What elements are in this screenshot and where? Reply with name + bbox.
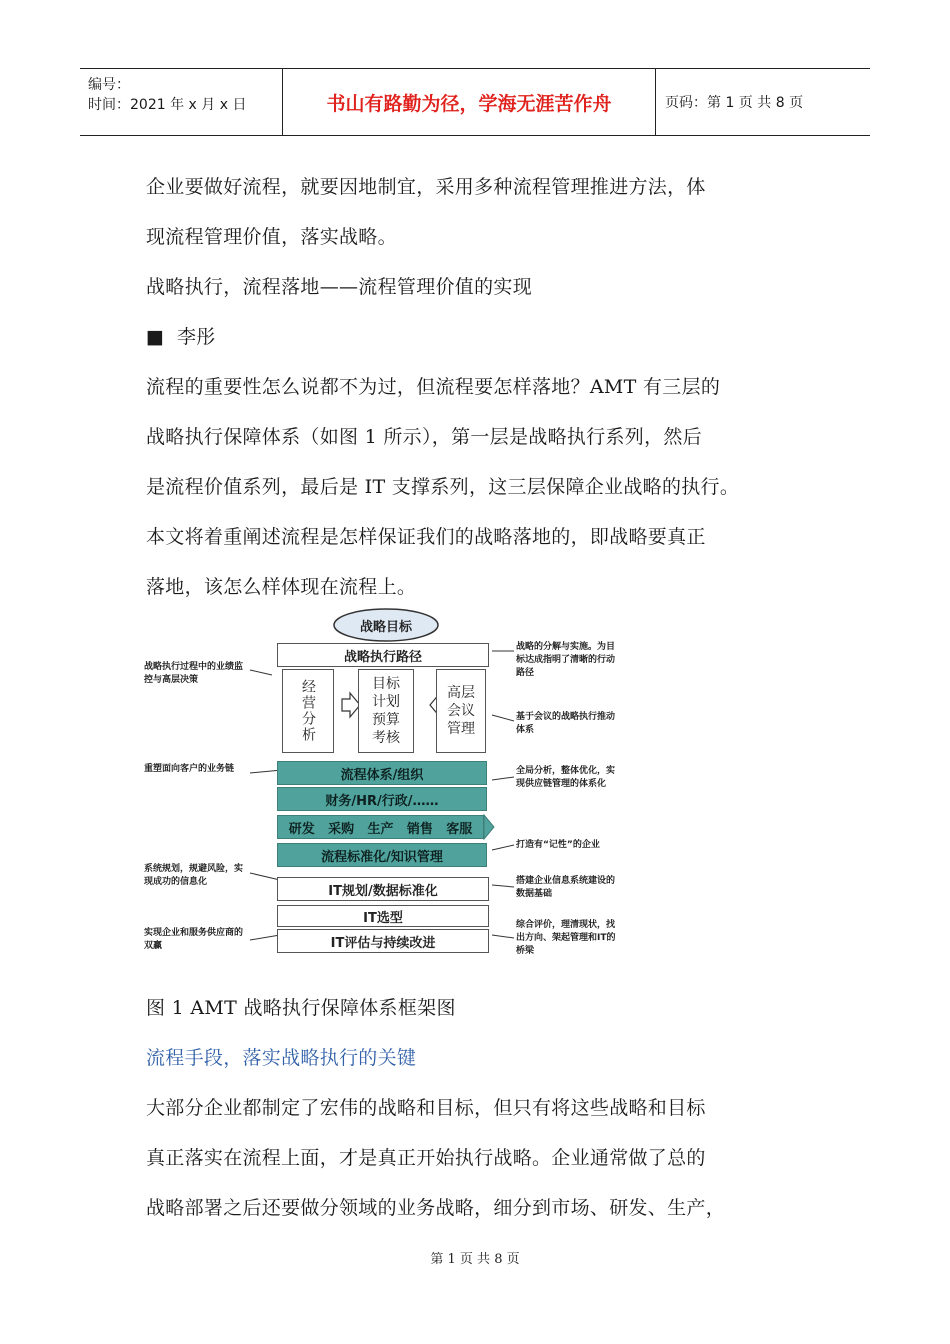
left-note-4: 实现企业和服务供应商的双赢: [144, 928, 244, 951]
author-line: [146, 322, 216, 349]
figure-caption: 图 1 AMT 战略执行保障体系框架图: [146, 997, 456, 1019]
right-note-6: 综合评价，理清现状，找出方向、架起管理和IT的桥梁: [516, 920, 616, 956]
op-rnd: 研发: [288, 821, 315, 837]
left-note-1: 战略执行过程中的业绩监控与高层决策: [144, 662, 244, 685]
goal-label: 战略目标: [359, 619, 412, 635]
doc-time-label: 时间：2021 年 x 月 x 日: [88, 97, 247, 113]
right-note-4: 打造有“记性”的企业: [516, 840, 600, 850]
amt-framework-figure: [142, 605, 624, 957]
op-purchase: 采购: [328, 821, 355, 837]
exec-meeting-box: [436, 669, 486, 753]
paragraph-2-line-5: 落地，该怎么样体现在流程上。: [146, 576, 417, 598]
paragraph-3-line-2: 真正落实在流程上面，才是真正开始执行战略。企业通常做了总的: [146, 1147, 706, 1169]
right-note-2: 基于会议的战略执行推动体系: [516, 712, 616, 735]
paragraph-2-line-4: 本文将着重阐述流程是怎样保证我们的战略落地的，即战略要真正: [146, 526, 706, 548]
left-note-2: 重塑面向客户的业务链: [144, 764, 235, 774]
paragraph-2-line-3: 是流程价值系列，最后是 IT 支撑系列，这三层保障企业战略的执行。: [146, 476, 740, 498]
process-system-bar: 流程体系/组织: [277, 761, 487, 785]
right-note-3: 全局分析，整体优化，实现供应链管理的体系化: [516, 766, 616, 789]
paragraph-3-line-1: 大部分企业都制定了宏伟的战略和目标，但只有将这些战略和目标: [146, 1097, 706, 1119]
target-plan-box: [358, 669, 414, 753]
it-selection-bar: IT选型: [277, 905, 489, 927]
paragraph-1-line-2: 现流程管理价值，落实战略。: [146, 226, 397, 248]
page-footer: 第 1 页 共 8 页: [430, 1252, 520, 1267]
paragraph-2-line-2: 战略执行保障体系（如图 1 所示），第一层是战略执行系列，然后: [146, 426, 702, 448]
paragraph-1-line-1: 企业要做好流程，就要因地制宜，采用多种流程管理推进方法，体: [146, 176, 706, 198]
paragraph-2-line-1: 流程的重要性怎么说都不为过，但流程要怎样落地？AMT 有三层的: [146, 376, 721, 398]
it-planning-bar: IT规划/数据标准化: [277, 877, 489, 901]
article-title: 战略执行，流程落地——流程管理价值的实现: [146, 276, 533, 298]
left-note-3: 系统规划，规避风险，实现成功的信息化: [144, 864, 244, 887]
section-heading: 流程手段，落实战略执行的关键: [146, 1047, 417, 1069]
teal-arrow-tip: [484, 815, 494, 839]
strategy-path-box: 战略执行路径: [277, 643, 489, 667]
op-service: 客服: [446, 821, 473, 837]
header-motto: 书山有路勤为径，学海无涯苦作舟: [283, 69, 656, 135]
header-page-code: 页码：第 1 页 共 8 页: [665, 95, 804, 111]
right-note-1: 战略的分解与实施。为目标达成指明了清晰的行动路径: [516, 642, 616, 678]
author-name: 李彤: [176, 326, 216, 348]
col2-line-2: 计划: [372, 694, 400, 710]
op-production: 生产: [367, 821, 394, 837]
col2-line-3: 预算: [372, 712, 400, 728]
page-header: [80, 68, 870, 136]
col2-line-1: 目标: [372, 676, 400, 692]
col3-line-1: 高层: [447, 685, 475, 701]
it-evaluation-bar: IT评估与持续改进: [277, 929, 489, 953]
doc-number-label: 编号：: [88, 77, 130, 93]
col3-line-3: 管理: [447, 721, 475, 737]
header-meta: [80, 69, 283, 135]
col3-line-2: 会议: [447, 703, 475, 719]
paragraph-3-line-3: 战略部署之后还要做分领域的业务战略，细分到市场、研发、生产，: [146, 1197, 726, 1219]
author-bullet: ■: [146, 326, 165, 348]
standardization-bar: 流程标准化/知识管理: [277, 843, 487, 867]
support-functions-bar: 财务/HR/行政/……: [277, 787, 487, 811]
col2-line-4: 考核: [372, 730, 400, 746]
business-analysis-box: 经营分析: [282, 669, 334, 753]
right-note-5: 搭建企业信息系统建设的数据基础: [516, 876, 616, 899]
operations-bar: [277, 815, 484, 839]
op-sales: 销售: [406, 821, 433, 837]
